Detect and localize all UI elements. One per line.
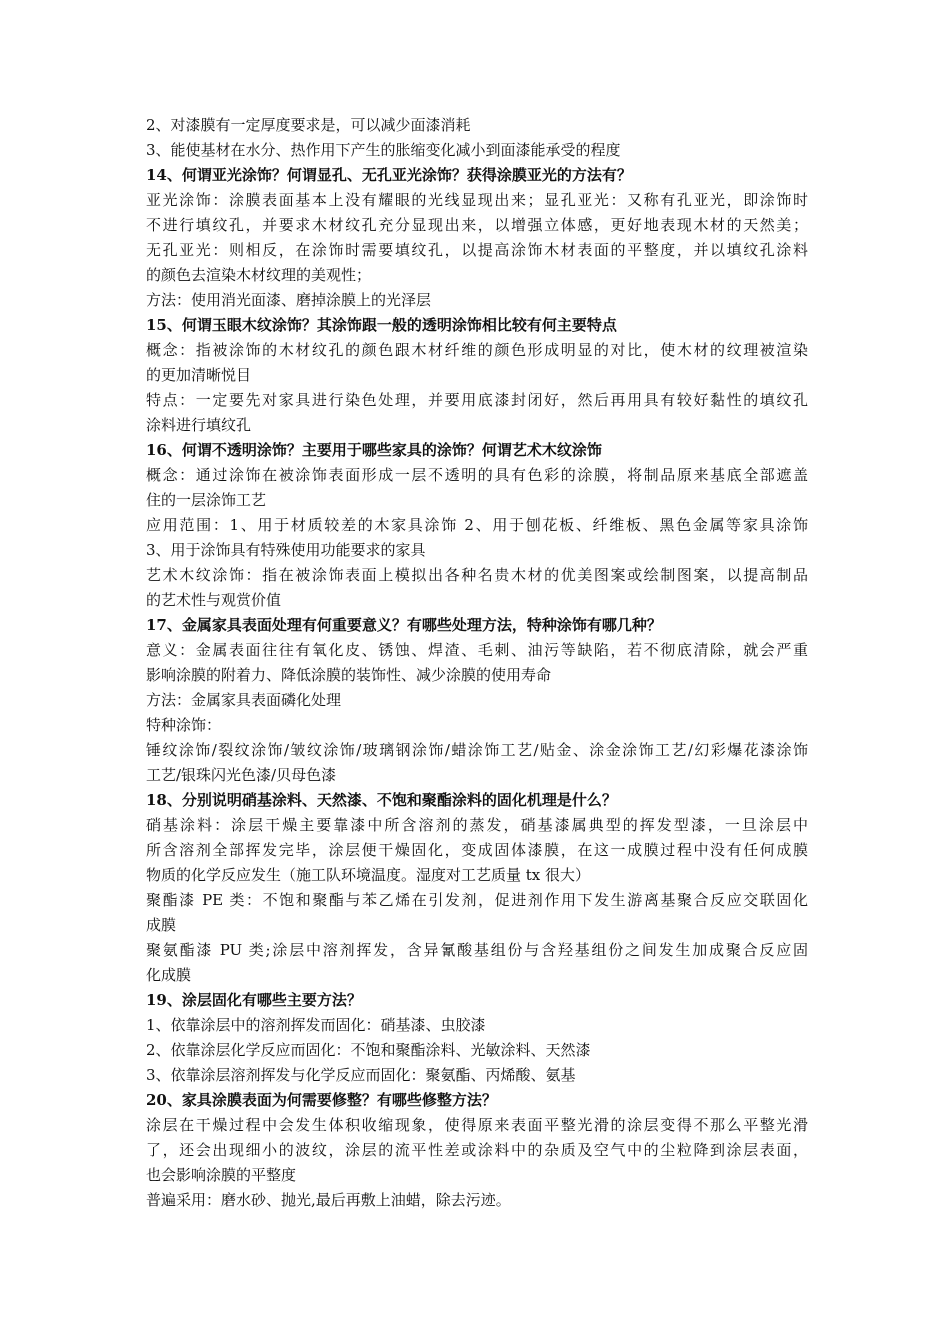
text-line: 3、依靠涂层溶剂挥发与化学反应而固化：聚氨酯、丙烯酸、氨基 (146, 1066, 576, 1084)
text-line: 锤纹涂饰/裂纹涂饰/皱纹涂饰/玻璃钢涂饰/蜡涂饰工艺/贴金、涂金涂饰工艺/幻彩爆花漆涂饰 (146, 741, 808, 759)
text-line: 普遍采用：磨水砂、抛光,最后再敷上油蜡，除去污迹。 (146, 1191, 511, 1209)
text-line: 住的一层涂饰工艺 (146, 491, 267, 509)
text-line: 所含溶剂全部挥发完毕，涂层便干燥固化，变成固体漆膜，在这一成膜过程中没有任何成膜 (146, 841, 808, 859)
text-line: 2、依靠涂层化学反应而固化：不饱和聚酯涂料、光敏涂料、天然漆 (146, 1041, 591, 1059)
text-line: 特点：一定要先对家具进行染色处理，并要用底漆封闭好，然后再用具有较好黏性的填纹孔 (146, 391, 808, 409)
question-number: 19 (146, 991, 167, 1009)
question-text: 、何谓玉眼木纹涂饰？其涂饰跟一般的透明涂饰相比较有何主要特点 (166, 316, 617, 334)
text-line: 1、依靠涂层中的溶剂挥发而固化：硝基漆、虫胶漆 (146, 1016, 486, 1034)
text-line: 3、用于涂饰具有特殊使用功能要求的家具 (146, 541, 426, 559)
text-line: 的更加清晰悦目 (146, 366, 252, 384)
question-number: 14 (146, 166, 167, 184)
text-line: 了，还会出现细小的波纹，涂层的流平性差或涂料中的杂质及空气中的尘粒降到涂层表面， (146, 1141, 808, 1159)
text-line: 也会影响涂膜的平整度 (146, 1166, 297, 1184)
question-text: 、何谓不透明涂饰？主要用于哪些家具的涂饰？何谓艺术木纹涂饰 (166, 441, 602, 459)
text-line: 工艺/银珠闪光色漆/贝母色漆 (146, 766, 337, 784)
question-heading (146, 613, 808, 638)
text-line: 概念：指被涂饰的木材纹孔的颜色跟木材纤维的颜色形成明显的对比，使木材的纹理被渲染 (146, 341, 808, 359)
text-line: 涂料进行填纹孔 (146, 416, 252, 434)
text-line: 2、对漆膜有一定厚度要求是，可以减少面漆消耗 (146, 116, 471, 134)
question-number: 20 (146, 1091, 167, 1109)
text-line: 影响涂膜的附着力、降低涂膜的装饰性、减少涂膜的使用寿命 (146, 666, 552, 684)
text-line: 3、能使基材在水分、热作用下产生的胀缩变化减小到面漆能承受的程度 (146, 141, 621, 159)
question-number: 16 (146, 441, 167, 459)
text-line: 特种涂饰： (146, 716, 222, 734)
text-line: 无孔亚光：则相反，在涂饰时需要填纹孔，以提高涂饰木材表面的平整度，并以填纹孔涂料 (146, 241, 808, 259)
text-line: 不进行填纹孔，并要求木材纹孔充分显现出来，以增强立体感，更好地表现木材的天然美； (146, 216, 808, 234)
text-line: 物质的化学反应发生（施工队环境温度。湿度对工艺质量 tx 很大） (146, 866, 591, 884)
text-line: 涂层在干燥过程中会发生体积收缩现象，使得原来表面平整光滑的涂层变得不那么平整光滑 (146, 1116, 808, 1134)
text-line: 硝基涂料：涂层干燥主要靠漆中所含溶剂的蒸发，硝基漆属典型的挥发型漆，一旦涂层中 (146, 816, 808, 834)
question-text: 、家具涂膜表面为何需要修整？有哪些修整方法？ (166, 1091, 497, 1109)
question-number: 15 (146, 316, 167, 334)
text-line: 的颜色去渲染木材纹理的美观性； (146, 266, 372, 284)
question-heading (146, 788, 808, 813)
text-line: 艺术木纹涂饰：指在被涂饰表面上模拟出各种名贵木材的优美图案或绘制图案，以提高制品 (146, 566, 808, 584)
question-number: 18 (146, 791, 167, 809)
text-line: 化成膜 (146, 966, 192, 984)
text-line: 聚酯漆 PE 类：不饱和聚酯与苯乙烯在引发剂，促进剂作用下发生游离基聚合反应交联固化 (146, 891, 808, 909)
question-text: 、金属家具表面处理有何重要意义？有哪些处理方法，特种涂饰有哪几种？ (166, 616, 662, 634)
text-line: 方法：使用消光面漆、磨掉涂膜上的光泽层 (146, 291, 432, 309)
text-line: 意义：金属表面往往有氧化皮、锈蚀、焊渣、毛刺、油污等缺陷，若不彻底清除，就会严重 (146, 641, 808, 659)
text-line: 的艺术性与观赏价值 (146, 591, 282, 609)
text-line: 概念：通过涂饰在被涂饰表面形成一层不透明的具有色彩的涂膜，将制品原来基底全部遮盖 (146, 466, 808, 484)
text-line: 亚光涂饰：涂膜表面基本上没有耀眼的光线显现出来；显孔亚光：又称有孔亚光，即涂饰时 (146, 191, 808, 209)
text-line: 成膜 (146, 916, 177, 934)
question-number: 17 (146, 616, 167, 634)
document-page (146, 113, 808, 1213)
text-line: 聚氨酯漆 PU 类;涂层中溶剂挥发，含异氰酸基组份与含羟基组份之间发生加成聚合反应固 (146, 941, 808, 959)
question-text: 、分别说明硝基涂料、天然漆、不饱和聚酯涂料的固化机理是什么？ (166, 791, 617, 809)
text-line: 方法：金属家具表面磷化处理 (146, 691, 342, 709)
question-text: 、涂层固化有哪些主要方法？ (166, 991, 362, 1009)
question-heading (146, 988, 808, 1013)
question-text: 、何谓亚光涂饰？何谓显孔、无孔亚光涂饰？获得涂膜亚光的方法有？ (166, 166, 632, 184)
text-line: 应用范围：1、用于材质较差的木家具涂饰 2、用于刨花板、纤维板、黑色金属等家具涂饰 (146, 516, 808, 534)
question-heading (146, 313, 808, 338)
question-heading (146, 163, 808, 188)
question-heading (146, 1088, 808, 1113)
question-heading (146, 438, 808, 463)
